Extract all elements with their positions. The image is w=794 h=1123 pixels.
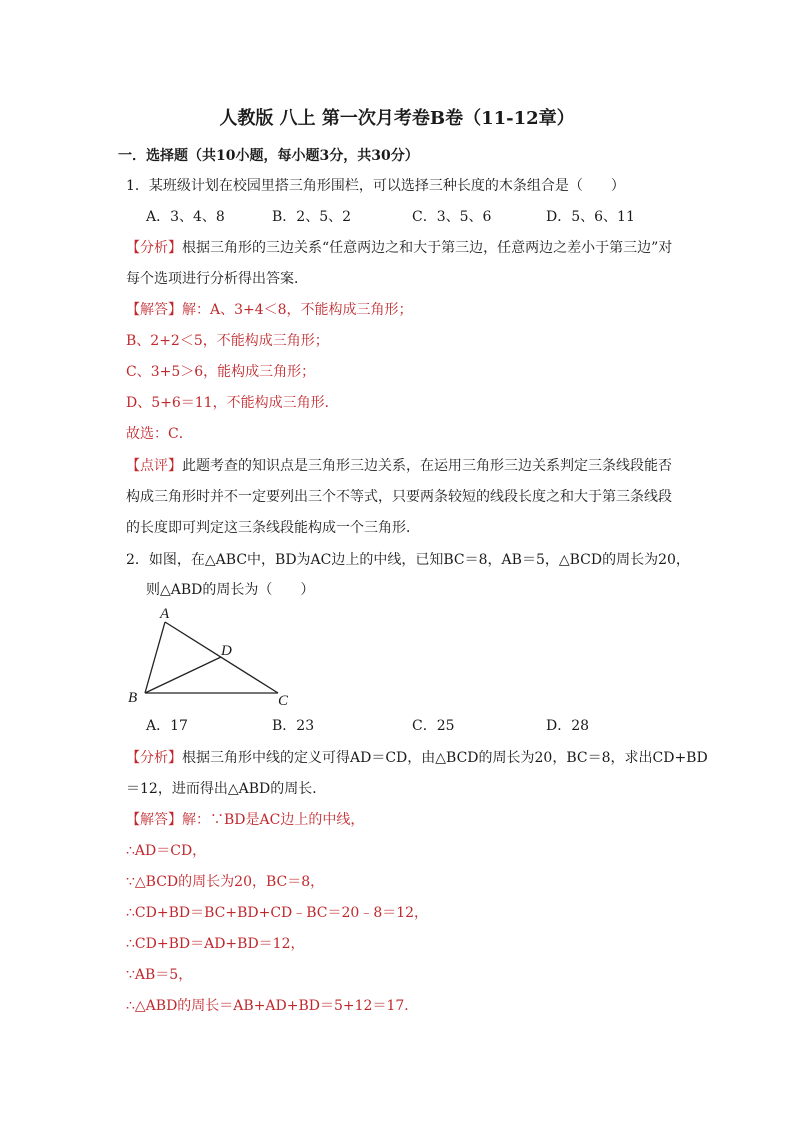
q1-comment-text-1: 此题考查的知识点是三角形三边关系，在运用三角形三边关系判定三条线段能否: [182, 458, 672, 474]
analysis-tag: 【分析】: [126, 750, 182, 766]
triangle-figure: [120, 600, 300, 710]
label-c: C: [278, 693, 289, 709]
q1-analysis: [126, 238, 672, 258]
side-ab: [145, 622, 165, 693]
q2-option-d: D．28: [546, 718, 590, 734]
q1-answer-line-4: D、5+6＝11，不能构成三角形．: [126, 395, 339, 411]
answer-tag: 【解答】: [126, 302, 182, 318]
comment-tag: 【点评】: [126, 458, 182, 474]
median-bd: [145, 657, 221, 693]
q2-option-a: A．17: [146, 718, 188, 734]
q1-option-c: C．3、5、6: [412, 209, 492, 225]
q1-option-b: B．2、5、2: [272, 209, 352, 225]
q2-option-b: B．23: [272, 718, 315, 734]
q2-answer-line-4: ∴CD+BD＝BC+BD+CD﹣BC＝20﹣8＝12，: [126, 905, 429, 921]
q1-answer-line-2: B、2+2＜5，不能构成三角形；: [126, 333, 329, 349]
label-d: D: [221, 643, 232, 659]
q2-stem-1: 2．如图，在△ABC中，BD为AC边上的中线，已知BC＝8，AB＝5，△BCD的周长为20，: [126, 552, 690, 568]
q2-answer-line-6: ∵AB＝5，: [126, 967, 193, 983]
q2-analysis-text-1: 根据三角形中线的定义可得AD＝CD，由△BCD的周长为20，BC＝8，求出CD+BD: [182, 750, 708, 766]
q1-answer: [126, 300, 413, 320]
q2-answer-line-5: ∴CD+BD＝AD+BD＝12，: [126, 936, 305, 952]
q2-answer: [126, 810, 364, 830]
q2-answer-line-1: 解：∵BD是AC边上的中线，: [182, 812, 365, 828]
q1-answer-line-3: C、3+5＞6，能构成三角形；: [126, 364, 316, 380]
q2-stem-2: 则△ABD的周长为（ ）: [146, 582, 315, 598]
analysis-tag: 【分析】: [126, 240, 182, 256]
q1-answer-line-1: 解：A、3+4＜8，不能构成三角形；: [182, 302, 413, 318]
page-title: 人教版 八上 第一次月考卷B卷（11-12章）: [219, 108, 575, 129]
q2-answer-line-7: ∴△ABD的周长＝AB+AD+BD＝5+12＝17．: [126, 998, 419, 1014]
answer-tag: 【解答】: [126, 812, 182, 828]
q1-option-a: A．3、4、8: [146, 209, 225, 225]
q2-answer-line-3: ∵△BCD的周长为20，BC＝8，: [126, 874, 325, 890]
q1-comment-text-2: 构成三角形时并不一定要列出三个不等式，只要两条较短的线段长度之和大于第三条线段: [126, 489, 672, 505]
q1-choice: 故选：C．: [126, 426, 193, 442]
q2-answer-line-2: ∴AD＝CD，: [126, 843, 207, 859]
q1-comment-text-3: 的长度即可判定这三条线段能构成一个三角形．: [126, 520, 420, 536]
q1-analysis-text-2: 每个选项进行分析得出答案．: [126, 271, 308, 287]
q1-comment: [126, 456, 672, 476]
q2-analysis: [126, 748, 708, 768]
label-b: B: [128, 690, 138, 706]
q1-option-d: D．5、6、11: [546, 209, 635, 225]
section-heading: 一．选择题（共10小题，每小题3分，共30分）: [118, 148, 419, 164]
q1-stem: 1．某班级计划在校园里搭三角形围栏，可以选择三种长度的木条组合是（ ）: [126, 178, 625, 194]
label-a: A: [160, 606, 170, 622]
q2-option-c: C．25: [412, 718, 455, 734]
q1-analysis-text-1: 根据三角形的三边关系“任意两边之和大于第三边，任意两边之差小于第三边”对: [182, 240, 673, 256]
q2-analysis-text-2: ＝12，进而得出△ABD的周长．: [126, 781, 327, 797]
